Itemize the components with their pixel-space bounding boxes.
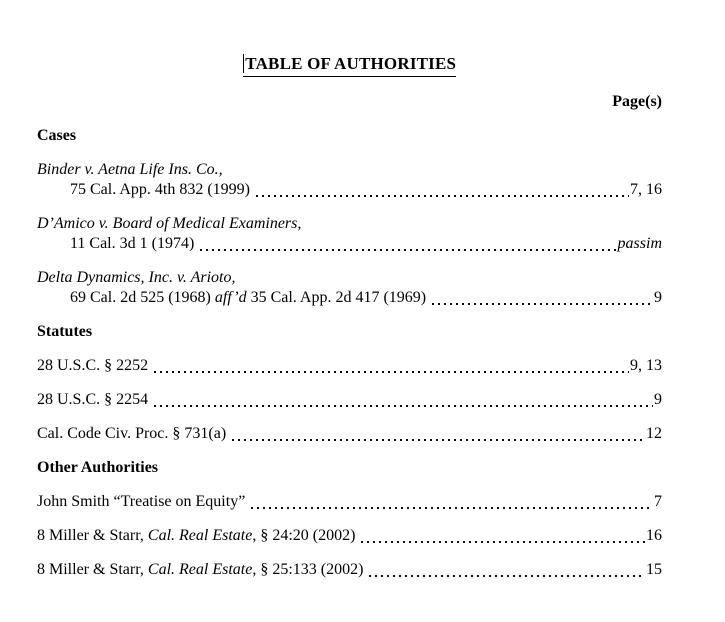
entry-line: [37, 424, 662, 444]
page-title: TABLE OF AUTHORITIES: [245, 54, 457, 73]
entry-text: aff’d: [214, 289, 247, 306]
entry-text: , § 24:20 (2002): [252, 527, 356, 544]
entry-line: [37, 180, 662, 200]
section-heading: Cases: [37, 127, 77, 144]
toc-entry: [37, 160, 662, 200]
entry-text: 8 Miller & Starr,: [37, 527, 148, 544]
page-number: 12: [646, 425, 662, 442]
toc-entry: [37, 560, 662, 580]
entry-text: 11 Cal. 3d 1 (1974): [70, 235, 195, 252]
toc-entry: [37, 268, 662, 308]
page-number: 9: [654, 289, 662, 306]
dot-leader: [198, 249, 616, 251]
page-number: 9: [654, 391, 662, 408]
page-number: passim: [617, 235, 662, 252]
title-row: [37, 54, 662, 77]
entry-text: Cal. Real Estate: [147, 561, 253, 578]
page-number: 15: [646, 561, 662, 578]
dot-leader: [254, 195, 629, 197]
entry-text: 69 Cal. 2d 525 (1968): [70, 289, 215, 306]
page-number: 7: [654, 493, 662, 510]
entry-text: Cal. Code Civ. Proc. § 731(a): [37, 425, 227, 442]
entry-line: [37, 268, 662, 288]
entry-line: [37, 214, 662, 234]
entry-line: [37, 560, 662, 580]
entry-line: [37, 234, 662, 254]
entry-line: [37, 526, 662, 546]
page-number: 7, 16: [630, 181, 662, 198]
entry-text: 28 U.S.C. § 2252: [37, 357, 149, 374]
entry-text: Cal. Real Estate: [147, 527, 253, 544]
dot-leader: [152, 405, 653, 407]
dot-leader: [152, 371, 629, 373]
title-underline: [243, 54, 456, 77]
page-column-header: Page(s): [612, 93, 662, 110]
entry-text: 35 Cal. App. 2d 417 (1969): [246, 289, 427, 306]
toc-entry: [37, 390, 662, 410]
entry-line: [37, 288, 662, 308]
entry-line: [37, 390, 662, 410]
entry-text: 8 Miller & Starr,: [37, 561, 148, 578]
dot-leader: [367, 575, 645, 577]
toc-entry: [37, 214, 662, 254]
section-heading: Statutes: [37, 323, 93, 340]
entry-line: [37, 160, 662, 180]
section-heading: Other Authorities: [37, 459, 159, 476]
entry-line: [37, 356, 662, 376]
entry-text: D’Amico v. Board of Medical Examiners,: [37, 215, 302, 232]
entry-line: [37, 492, 662, 512]
entry-text: John Smith “Treatise on Equity”: [37, 493, 246, 510]
dot-leader: [230, 439, 645, 441]
page-number: 9, 13: [630, 357, 662, 374]
toc-entry: [37, 424, 662, 444]
toc-sections: [37, 126, 662, 580]
entry-text: 75 Cal. App. 4th 832 (1999): [70, 181, 250, 198]
toc-entry: [37, 526, 662, 546]
entry-text: 28 U.S.C. § 2254: [37, 391, 149, 408]
toc-entry: [37, 492, 662, 512]
toc-entry: [37, 356, 662, 376]
dot-leader: [430, 303, 653, 305]
dot-leader: [249, 507, 653, 509]
entry-text: Binder v. Aetna Life Ins. Co.,: [37, 161, 223, 178]
dot-leader: [359, 541, 645, 543]
entry-text: , § 25:133 (2002): [252, 561, 364, 578]
page-number: 16: [646, 527, 662, 544]
entry-text: Delta Dynamics, Inc. v. Arioto,: [37, 269, 236, 286]
